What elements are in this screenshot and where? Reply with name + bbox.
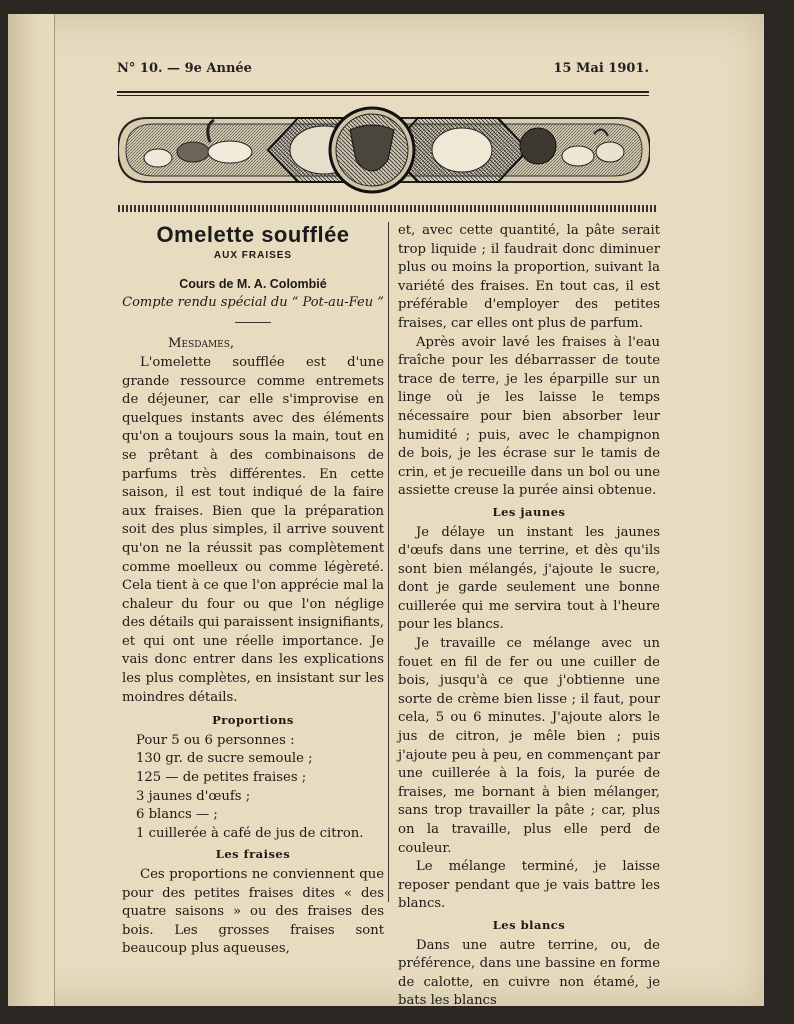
article-title: Omelette soufflée [156, 222, 350, 247]
jaunes-paragraph-3: Le mélange terminé, je laisse reposer pendant que je vais battre les blancs. [398, 859, 660, 912]
fraises-paragraph-1: Ces proportions ne conviennent que pour des petites fraises dites « des quatre saisons » ou des fraises des bois. Les grosses fraises sont beaucoup plus aqueuses, [122, 867, 384, 957]
farm-animals-engraving-icon [118, 100, 650, 200]
list-item: 6 blancs — ; [136, 807, 218, 823]
banner-rule [118, 205, 658, 212]
list-item: Pour 5 ou 6 personnes : [136, 732, 295, 748]
header-rule-thin [117, 95, 649, 96]
column-divider [388, 222, 389, 902]
right-column [398, 222, 660, 1011]
header-rule [117, 91, 649, 93]
list-item: 125 — de petites fraises ; [136, 770, 307, 786]
jaunes-heading: Les jaunes [492, 504, 566, 519]
fraises-paragraph-2: et, avec cette quantité, la pâte serait trop liquide ; il faudrait donc diminuer plus ou moins la proportion, suivant la variété des fraises. En tout cas, il est préférable d'employer des petites fraises, car elles ont plus de parfum. [398, 223, 660, 331]
course-byline: Cours de M. A. Colombié [179, 277, 327, 292]
salutation: Mesdames, [168, 336, 235, 352]
proportions-heading: Proportions [212, 713, 294, 728]
fraises-paragraph-3: Après avoir lavé les fraises à l'eau fraîche pour les débarrasser de toute trace de terre, je les éparpille sur un linge où je les laisse le temps nécessaire pour bien absorber leur humidité ; puis, avec le champignon de bois, je les écrase sur le tamis de crin, et je recueille dans un bol ou une assiette creuse la purée ainsi obtenue. [398, 334, 660, 499]
article-subtitle: AUX FRAISES [213, 249, 293, 261]
left-column [122, 222, 384, 959]
list-item: 3 jaunes d'œufs ; [136, 788, 251, 804]
proportions-list [122, 732, 384, 844]
title-divider [235, 322, 271, 323]
issue-number: N° 10. — 9e Année [117, 61, 252, 76]
list-item: 130 gr. de sucre semoule ; [136, 751, 313, 767]
list-item: 1 cuillerée à café de jus de citron. [136, 825, 364, 841]
page-gutter [8, 14, 55, 1006]
jaunes-paragraph-1: Je délaye un instant les jaunes d'œufs dans une terrine, et dès qu'ils sont bien mélangés, j'ajoute le sucre, dont je garde seulement une bonne cuillerée qui me servira tout à l'heure pour les blancs. [398, 524, 660, 633]
jaunes-paragraph-2: Je travaille ce mélange avec un fouet en fil de fer ou une cuiller de bois, jusqu'à ce que j'obtienne une sorte de crème bien lisse ; il faut, pour cela, 5 ou 6 minutes. J'ajoute alors le jus de citron, je mêle bien ; puis j'ajoute peu à peu, en commençant par une cuillerée à la fois, la purée de fraises, me bornant à bien mélanger, sans trop travailler la pâte ; car, plus on la travaille, plus elle perd de couleur. [398, 636, 660, 856]
fraises-heading: Les fraises [215, 847, 291, 862]
blancs-heading: Les blancs [492, 917, 566, 932]
intro-paragraph: L'omelette soufflée est d'une grande ressource comme entremets de déjeuner, car elle s'improvise en quelques instants avec des éléments qu'on a toujours sous la main, tout en se prêtant à des combinaisons de parfums très différentes. En cette saison, il est tout indiqué de la faire aux fraises. Bien que la préparation soit des plus simples, il arrive souvent qu'on ne la réussit pas complètement comme moelleux ou comme légèreté. Cela tient à ce que l'on apprécie mal la chaleur du four ou que l'on néglige des détails qui paraissent insignifiants, et qui ont une réelle importance. Je vais donc entrer dans les explications les plus complètes, en insistant sur les moindres détails. [122, 354, 384, 705]
blancs-paragraph-1: Dans une autre terrine, ou, de préférence, dans une bassine en forme de calotte, en cuivre non étamé, je bats les blancs [398, 937, 660, 1009]
issue-date: 15 Mai 1901. [553, 61, 649, 76]
report-byline: Compte rendu spécial du “ Pot-au-Feu ” [122, 294, 384, 310]
